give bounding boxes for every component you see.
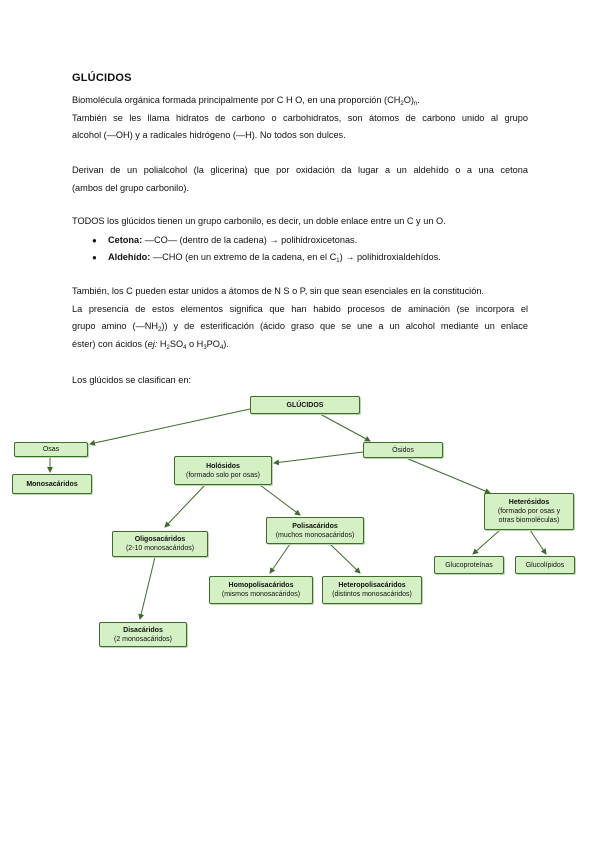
node-holosidos[interactable]: Holósidos (formado solo por osas) <box>174 456 272 485</box>
arrow-glucidos-osidos <box>320 414 370 441</box>
derivan-line-2: (ambos del grupo carbonilo). <box>72 182 189 193</box>
carbonilo-sentence: TODOS los glúcidos tienen un grupo carbonilo, es decir, un doble enlace entre un C y un O. <box>72 216 446 226</box>
node-heterosidos[interactable]: Heterósidos (formado por osas y otras biomoléculas) <box>484 493 574 530</box>
node-osas[interactable]: Osas <box>14 442 88 457</box>
tambien-line-2: La presencia de estos elementos significa que han habido procesos de aminación (se incorpora el <box>72 303 528 314</box>
node-monosacaridos[interactable]: Monosacáridos <box>12 474 92 494</box>
node-disacaridos[interactable]: Disacáridos (2 monosacáridos) <box>99 622 187 647</box>
derivan-line-1: Derivan de un polialcohol (la glicerina) que por oxidación da lugar a un aldehído o a una cetona <box>72 165 528 175</box>
intro-line-3: alcohol (—OH) y a radicales hidrógeno (—H). No todos son dulces. <box>72 130 346 140</box>
tambien-line-4: éster) con ácidos (ej: $H_2SO_4$ o $H_3PO_4$). <box>72 338 229 351</box>
arrow-holosidos-polisacaridos <box>260 485 300 515</box>
bullet-aldehido: ● Aldehído: —CHO (en un extremo de la cadena, en el $C_1$) → polihidroxialdehídos. <box>92 252 441 264</box>
bullet-icon: ● <box>92 253 97 262</box>
node-osidos[interactable]: Ósidos <box>363 442 443 458</box>
tambien-line-1: También, los C pueden estar unidos a átomos de N S o P, sin que sean esenciales en la constitución. <box>72 286 484 296</box>
node-polisacaridos[interactable]: Polisacáridos (muchos monosacáridos) <box>266 517 364 544</box>
node-glucoproteinas[interactable]: Glucoproteínas <box>434 556 504 574</box>
arrow-oligo-disacaridos <box>140 557 155 619</box>
node-heteropolisacaridos[interactable]: Heteropolisacáridos (distintos monosacáridos) <box>322 576 422 604</box>
intro-line-1: Biomolécula orgánica formada principalmente por C H O, en una proporción $(CH_2O)_n$. <box>72 95 420 107</box>
intro-line-2: También se les llama hidratos de carbono o carbohidratos, son átomos de carbono unido al grupo <box>72 112 528 123</box>
arrow-heterosidos-glucoproteinas <box>473 530 500 554</box>
arrow-osidos-heterosidos <box>406 458 490 493</box>
arrow-osidos-holosidos <box>274 452 363 463</box>
clasifican-sentence: Los glúcidos se clasifican en: <box>72 375 191 385</box>
tambien-line-3: grupo amino $(—NH_2)$) y de esterificación (ácido graso que se une a un alcohol mediante un enlace <box>72 321 528 333</box>
arrow-holosidos-oligosacaridos <box>165 485 205 527</box>
node-glucidos[interactable]: GLÚCIDOS <box>250 396 360 414</box>
page-title: GLÚCIDOS <box>72 72 132 84</box>
arrow-glucidos-osas <box>90 409 250 444</box>
arrow-polisacaridos-hetero <box>330 544 360 573</box>
bullet-cetona: ● Cetona: —CO— (dentro de la cadena) → polihidroxicetonas. <box>92 235 358 245</box>
bullet-icon: ● <box>92 236 97 245</box>
node-glucolipidos[interactable]: Glucolípidos <box>515 556 575 574</box>
node-homopolisacaridos[interactable]: Homopolisacáridos (mismos monosacáridos) <box>209 576 313 604</box>
arrow-polisacaridos-homo <box>270 544 290 573</box>
node-oligosacaridos[interactable]: Oligosacáridos (2-10 monosacáridos) <box>112 531 208 557</box>
arrow-heterosidos-glucolipidos <box>530 530 546 554</box>
